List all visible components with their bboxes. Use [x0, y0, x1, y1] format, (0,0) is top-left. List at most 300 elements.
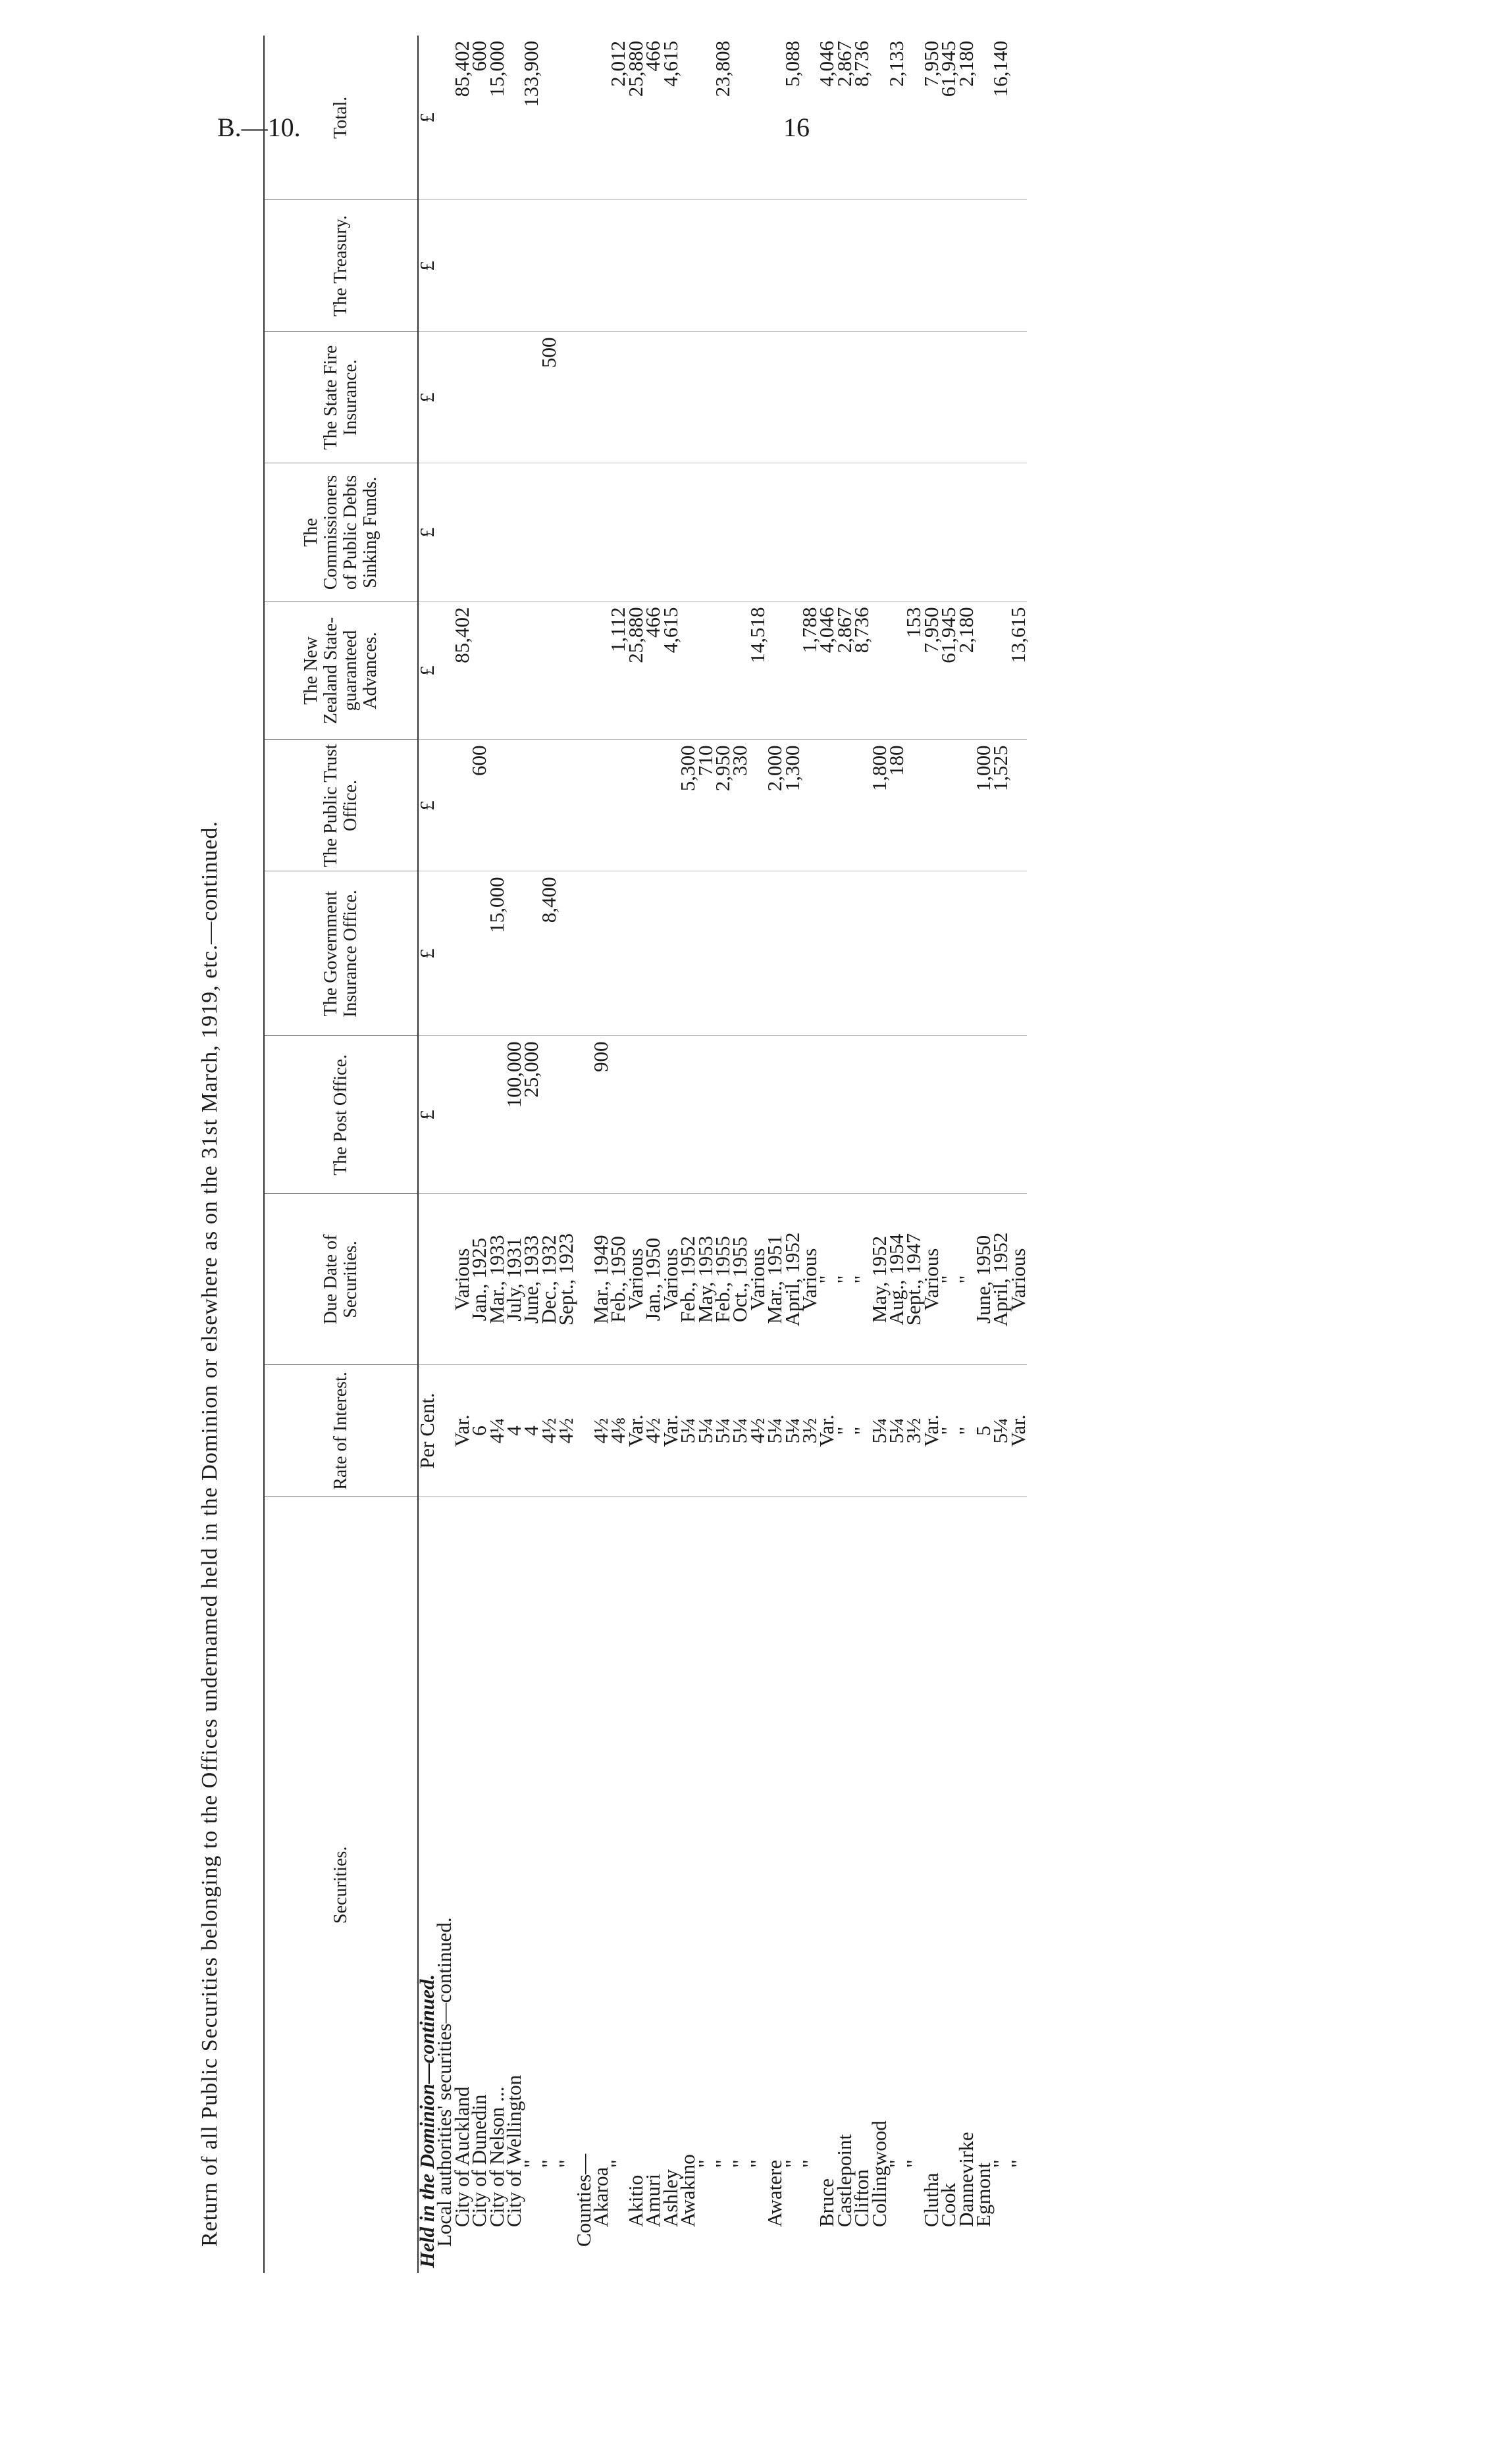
cell-due: " [958, 1194, 975, 1365]
header-state-guaranteed-advances: The New Zealand State-guaranteed Advances. [264, 602, 418, 740]
cell-comm [905, 463, 922, 602]
cell-rate: Var. [1010, 1365, 1027, 1497]
cell-total: 2,867 [836, 36, 853, 200]
cell-total: 600 [471, 36, 488, 200]
cell-treas [454, 200, 471, 332]
cell-nz [975, 602, 992, 740]
cell-post [958, 1036, 975, 1194]
cell-due: Mar., 1949 [592, 1194, 610, 1365]
security-name: " [745, 2159, 769, 2168]
cell-trust: 1,525 [992, 740, 1009, 871]
cell-comm [992, 463, 1009, 602]
cell-post [540, 1036, 558, 1194]
cell-fire [558, 332, 575, 463]
cell-treas [731, 200, 748, 332]
security-name: " [1006, 2159, 1029, 2168]
cell-trust [540, 740, 558, 871]
cell-fire [749, 332, 766, 463]
cell-due: Various [923, 1194, 940, 1365]
cell-treas [801, 200, 818, 332]
security-name: Castlepoint [832, 2134, 856, 2227]
cell-gov [801, 871, 818, 1036]
cell-nz [506, 602, 523, 740]
cell-due: Various [1010, 1194, 1027, 1365]
security-name: Clifton [850, 2169, 873, 2227]
cell-fire [801, 332, 818, 463]
security-name: City of Nelson ... [484, 2086, 508, 2227]
cell-due: Jan., 1950 [644, 1194, 662, 1365]
cell-due: Mar., 1933 [488, 1194, 506, 1365]
cell-rate: 4¼ [488, 1365, 506, 1497]
cell-comm [836, 463, 853, 602]
table-row [506, 36, 523, 2273]
cell-comm [1010, 463, 1027, 602]
cell-fire [1010, 332, 1027, 463]
cell-fire [454, 332, 471, 463]
cell-rate: 5¼ [679, 1365, 696, 1497]
cell-post [992, 1036, 1009, 1194]
security-name: City of Auckland [450, 2086, 473, 2227]
cell-gov [610, 871, 627, 1036]
cell-fire [697, 332, 714, 463]
cell-nz [679, 602, 696, 740]
cell-rate: 5¼ [888, 1365, 905, 1497]
cell-trust: 710 [697, 740, 714, 871]
total-unit: £ [418, 36, 436, 200]
cell-rate: 6 [471, 1365, 488, 1497]
table-row [488, 36, 506, 2273]
cell-fire [731, 332, 748, 463]
cell-gov [818, 871, 835, 1036]
cell-comm [662, 463, 679, 602]
cell-post [714, 1036, 731, 1194]
cell-rate: 5¼ [731, 1365, 748, 1497]
cell-rate: Var. [454, 1365, 471, 1497]
cell-treas [575, 200, 592, 332]
cell-rate: 3½ [801, 1365, 818, 1497]
cell-nz [540, 602, 558, 740]
table-row [784, 36, 801, 2273]
table-row [836, 36, 853, 2273]
cell-total: 2,133 [888, 36, 905, 200]
cell-post [471, 1036, 488, 1194]
cell-post [801, 1036, 818, 1194]
table-row [940, 36, 957, 2273]
cell-fire [940, 332, 957, 463]
cell-trust [506, 740, 523, 871]
cell-nz [871, 602, 888, 740]
cell-comm [610, 463, 627, 602]
table-row [992, 36, 1009, 2273]
security-name: " [710, 2159, 734, 2168]
cell-post [853, 1036, 870, 1194]
cell-treas [627, 200, 644, 332]
cell-comm [871, 463, 888, 602]
cell-nz: 153 [905, 602, 922, 740]
comm-unit: £ [418, 463, 436, 602]
table-row [454, 36, 471, 2273]
cell-fire [975, 332, 992, 463]
cell-post [975, 1036, 992, 1194]
security-name: Collingwood [867, 2120, 891, 2227]
cell-trust [905, 740, 922, 871]
table-row [558, 36, 575, 2273]
cell-post [731, 1036, 748, 1194]
cell-post [940, 1036, 957, 1194]
cell-comm [940, 463, 957, 602]
cell-total: 16,140 [992, 36, 1009, 200]
cell-fire [958, 332, 975, 463]
cell-post [888, 1036, 905, 1194]
cell-post [818, 1036, 835, 1194]
cell-treas [940, 200, 957, 332]
cell-fire [766, 332, 783, 463]
security-name: Clutha [919, 2172, 943, 2227]
cell-rate: 4½ [749, 1365, 766, 1497]
table-row [662, 36, 679, 2273]
cell-nz [697, 602, 714, 740]
cell-comm [784, 463, 801, 602]
cell-due: Feb., 1952 [679, 1194, 696, 1365]
cell-trust [836, 740, 853, 871]
cell-fire [592, 332, 610, 463]
security-name: " [797, 2159, 821, 2168]
cell-nz: 466 [644, 602, 662, 740]
cell-fire [871, 332, 888, 463]
table-row [644, 36, 662, 2273]
table-row [888, 36, 905, 2273]
cell-gov [697, 871, 714, 1036]
security-name: Awakino [676, 2154, 700, 2227]
cell-treas [871, 200, 888, 332]
cell-due: April, 1952 [992, 1194, 1009, 1365]
cell-nz: 4,615 [662, 602, 679, 740]
cell-total [749, 36, 766, 200]
cell-nz: 14,518 [749, 602, 766, 740]
cell-fire [853, 332, 870, 463]
cell-comm [923, 463, 940, 602]
table-body [415, 36, 1029, 2273]
cell-gov [644, 871, 662, 1036]
table-row [627, 36, 644, 2273]
cell-nz [523, 602, 540, 740]
security-name: Cook [937, 2182, 960, 2227]
cell-rate: Var. [818, 1365, 835, 1497]
cell-trust [575, 740, 592, 871]
cell-fire [506, 332, 523, 463]
cell-trust [1010, 740, 1027, 871]
cell-treas [836, 200, 853, 332]
cell-comm [627, 463, 644, 602]
cell-fire [471, 332, 488, 463]
cell-trust: 1,300 [784, 740, 801, 871]
cell-total [731, 36, 748, 200]
cell-treas [662, 200, 679, 332]
cell-fire [627, 332, 644, 463]
cell-treas [488, 200, 506, 332]
cell-comm [644, 463, 662, 602]
cell-due: Sept., 1923 [558, 1194, 575, 1365]
cell-comm [749, 463, 766, 602]
cell-fire [714, 332, 731, 463]
cell-treas [888, 200, 905, 332]
cell-treas [540, 200, 558, 332]
post-unit: £ [418, 1036, 436, 1194]
cell-due: April, 1952 [784, 1194, 801, 1365]
cell-treas [610, 200, 627, 332]
cell-treas [923, 200, 940, 332]
cell-gov [836, 871, 853, 1036]
cell-comm [592, 463, 610, 602]
cell-total: 23,808 [714, 36, 731, 200]
cell-total: 133,900 [523, 36, 540, 200]
cell-total: 25,880 [627, 36, 644, 200]
cell-comm [888, 463, 905, 602]
cell-trust [644, 740, 662, 871]
subsection-heading: Local authorities' securities—continued. [432, 1917, 456, 2247]
gov-unit: £ [418, 871, 436, 1036]
cell-gov [749, 871, 766, 1036]
cell-trust: 5,300 [679, 740, 696, 871]
cell-trust [523, 740, 540, 871]
security-name: Egmont [972, 2162, 995, 2227]
cell-treas [818, 200, 835, 332]
security-name: Bruce [815, 2178, 839, 2227]
cell-nz: 13,615 [1010, 602, 1027, 740]
cell-treas [975, 200, 992, 332]
cell-due: May, 1953 [697, 1194, 714, 1365]
cell-nz [471, 602, 488, 740]
cell-comm [523, 463, 540, 602]
table-row [575, 36, 592, 2273]
table-row [905, 36, 922, 2273]
cell-gov [888, 871, 905, 1036]
cell-gov [575, 871, 592, 1036]
cell-gov: 8,400 [540, 871, 558, 1036]
cell-total [1010, 36, 1027, 200]
cell-comm [506, 463, 523, 602]
table-row [749, 36, 766, 2273]
cell-trust: 330 [731, 740, 748, 871]
table-row [818, 36, 835, 2273]
cell-comm [471, 463, 488, 602]
cell-post [766, 1036, 783, 1194]
cell-nz [714, 602, 731, 740]
security-name: " [884, 2159, 908, 2168]
cell-due: June, 1933 [523, 1194, 540, 1365]
table-row [679, 36, 696, 2273]
cell-gov [766, 871, 783, 1036]
cell-total [575, 36, 592, 200]
cell-post [644, 1036, 662, 1194]
header-due-date: Due Date of Securities. [264, 1194, 418, 1365]
cell-post [749, 1036, 766, 1194]
cell-trust: 1,000 [975, 740, 992, 871]
cell-treas [697, 200, 714, 332]
securities-table [263, 36, 1027, 2273]
cell-nz: 7,950 [923, 602, 940, 740]
security-name: City of Dunedin [467, 2094, 491, 2227]
header-government-insurance: The Government Insurance Office. [264, 871, 418, 1036]
cell-post [558, 1036, 575, 1194]
cell-rate: 4½ [644, 1365, 662, 1497]
security-name: " [554, 2159, 578, 2168]
cell-trust: 600 [471, 740, 488, 871]
cell-treas [592, 200, 610, 332]
cell-treas [905, 200, 922, 332]
header-state-fire-insurance: The State Fire Insurance. [264, 332, 418, 463]
cell-treas [766, 200, 783, 332]
cell-post [679, 1036, 696, 1194]
header-sinking-funds: The Commissioners of Public Debts Sinking Funds. [264, 463, 418, 602]
cell-total: 4,046 [818, 36, 835, 200]
cell-post [784, 1036, 801, 1194]
cell-nz: 4,046 [818, 602, 835, 740]
cell-comm [488, 463, 506, 602]
cell-gov [853, 871, 870, 1036]
cell-treas [1010, 200, 1027, 332]
cell-post [871, 1036, 888, 1194]
security-name: " [728, 2159, 752, 2168]
cell-fire [905, 332, 922, 463]
cell-treas [958, 200, 975, 332]
cell-total: 5,088 [784, 36, 801, 200]
cell-nz: 2,867 [836, 602, 853, 740]
cell-comm [975, 463, 992, 602]
cell-rate: 4⅛ [610, 1365, 627, 1497]
cell-gov [506, 871, 523, 1036]
cell-comm [958, 463, 975, 602]
cell-total: 2,180 [958, 36, 975, 200]
cell-post [1010, 1036, 1027, 1194]
table-row [801, 36, 818, 2273]
cell-due: " [836, 1194, 853, 1365]
header-post-office: The Post Office. [264, 1036, 418, 1194]
cell-total: 85,402 [454, 36, 471, 200]
cell-comm [731, 463, 748, 602]
cell-total [558, 36, 575, 200]
security-name: Amuri [641, 2174, 665, 2227]
cell-due: Dec., 1932 [540, 1194, 558, 1365]
table-row [975, 36, 992, 2273]
cell-rate: 4½ [592, 1365, 610, 1497]
cell-gov [558, 871, 575, 1036]
cell-gov [662, 871, 679, 1036]
cell-trust [923, 740, 940, 871]
cell-comm [558, 463, 575, 602]
cell-fire [488, 332, 506, 463]
cell-treas [644, 200, 662, 332]
header-public-trust: The Public Trust Office. [264, 740, 418, 871]
cell-fire [679, 332, 696, 463]
table-row [471, 36, 488, 2273]
cell-fire [662, 332, 679, 463]
cell-due: July, 1931 [506, 1194, 523, 1365]
security-name: " [606, 2159, 630, 2168]
cell-trust: 2,000 [766, 740, 783, 871]
table-row [1010, 36, 1027, 2273]
cell-trust [940, 740, 957, 871]
cell-trust [610, 740, 627, 871]
cell-due: Sept., 1947 [905, 1194, 922, 1365]
cell-gov [940, 871, 957, 1036]
cell-trust [627, 740, 644, 871]
cell-post [923, 1036, 940, 1194]
table-row [871, 36, 888, 2273]
cell-due: Various [749, 1194, 766, 1365]
cell-gov: 15,000 [488, 871, 506, 1036]
nz-unit: £ [418, 602, 436, 740]
cell-nz: 8,736 [853, 602, 870, 740]
cell-total: 15,000 [488, 36, 506, 200]
cell-post [697, 1036, 714, 1194]
cell-nz: 61,945 [940, 602, 957, 740]
security-name: Dannevirke [954, 2132, 977, 2227]
cell-fire [836, 332, 853, 463]
cell-trust: 2,950 [714, 740, 731, 871]
cell-due: Jan., 1925 [471, 1194, 488, 1365]
security-name: Counties— [571, 2153, 595, 2247]
cell-due: May, 1952 [871, 1194, 888, 1365]
cell-post [662, 1036, 679, 1194]
cell-fire [992, 332, 1009, 463]
cell-fire: 500 [540, 332, 558, 463]
cell-trust [818, 740, 835, 871]
header-treasury: The Treasury. [264, 200, 418, 332]
cell-gov [871, 871, 888, 1036]
table-title: Return of all Public Securities belonging to the Offices undernamed held in the Dominion or elsewhere as on the 31st March, 1919, etc.—continued. [197, 821, 222, 2247]
table-row [853, 36, 870, 2273]
cell-due: Various [662, 1194, 679, 1365]
cell-comm [714, 463, 731, 602]
cell-rate: 5¼ [784, 1365, 801, 1497]
table-row [540, 36, 558, 2273]
security-name: City of Wellington [502, 2074, 526, 2227]
cell-fire [923, 332, 940, 463]
cell-trust: 1,800 [871, 740, 888, 871]
security-name: Akitio [623, 2174, 647, 2227]
cell-treas [679, 200, 696, 332]
cell-trust [801, 740, 818, 871]
cell-rate: 5 [975, 1365, 992, 1497]
header-row [264, 36, 418, 2273]
cell-due: Various [627, 1194, 644, 1365]
cell-post [454, 1036, 471, 1194]
cell-nz [558, 602, 575, 740]
table-row [610, 36, 627, 2273]
cell-gov [679, 871, 696, 1036]
cell-rate: 4½ [540, 1365, 558, 1497]
security-name: " [902, 2159, 925, 2168]
cell-gov [975, 871, 992, 1036]
cell-rate: 3½ [905, 1365, 922, 1497]
header-securities: Securities. [264, 1497, 418, 2273]
cell-due: June, 1950 [975, 1194, 992, 1365]
cell-gov [923, 871, 940, 1036]
table-row [523, 36, 540, 2273]
cell-comm [818, 463, 835, 602]
table-row [958, 36, 975, 2273]
cell-comm [679, 463, 696, 602]
cell-rate: " [958, 1365, 975, 1497]
cell-fire [575, 332, 592, 463]
cell-total [679, 36, 696, 200]
fire-unit: £ [418, 332, 436, 463]
cell-nz: 85,402 [454, 602, 471, 740]
cell-rate: Var. [923, 1365, 940, 1497]
cell-gov [905, 871, 922, 1036]
cell-rate: " [853, 1365, 870, 1497]
